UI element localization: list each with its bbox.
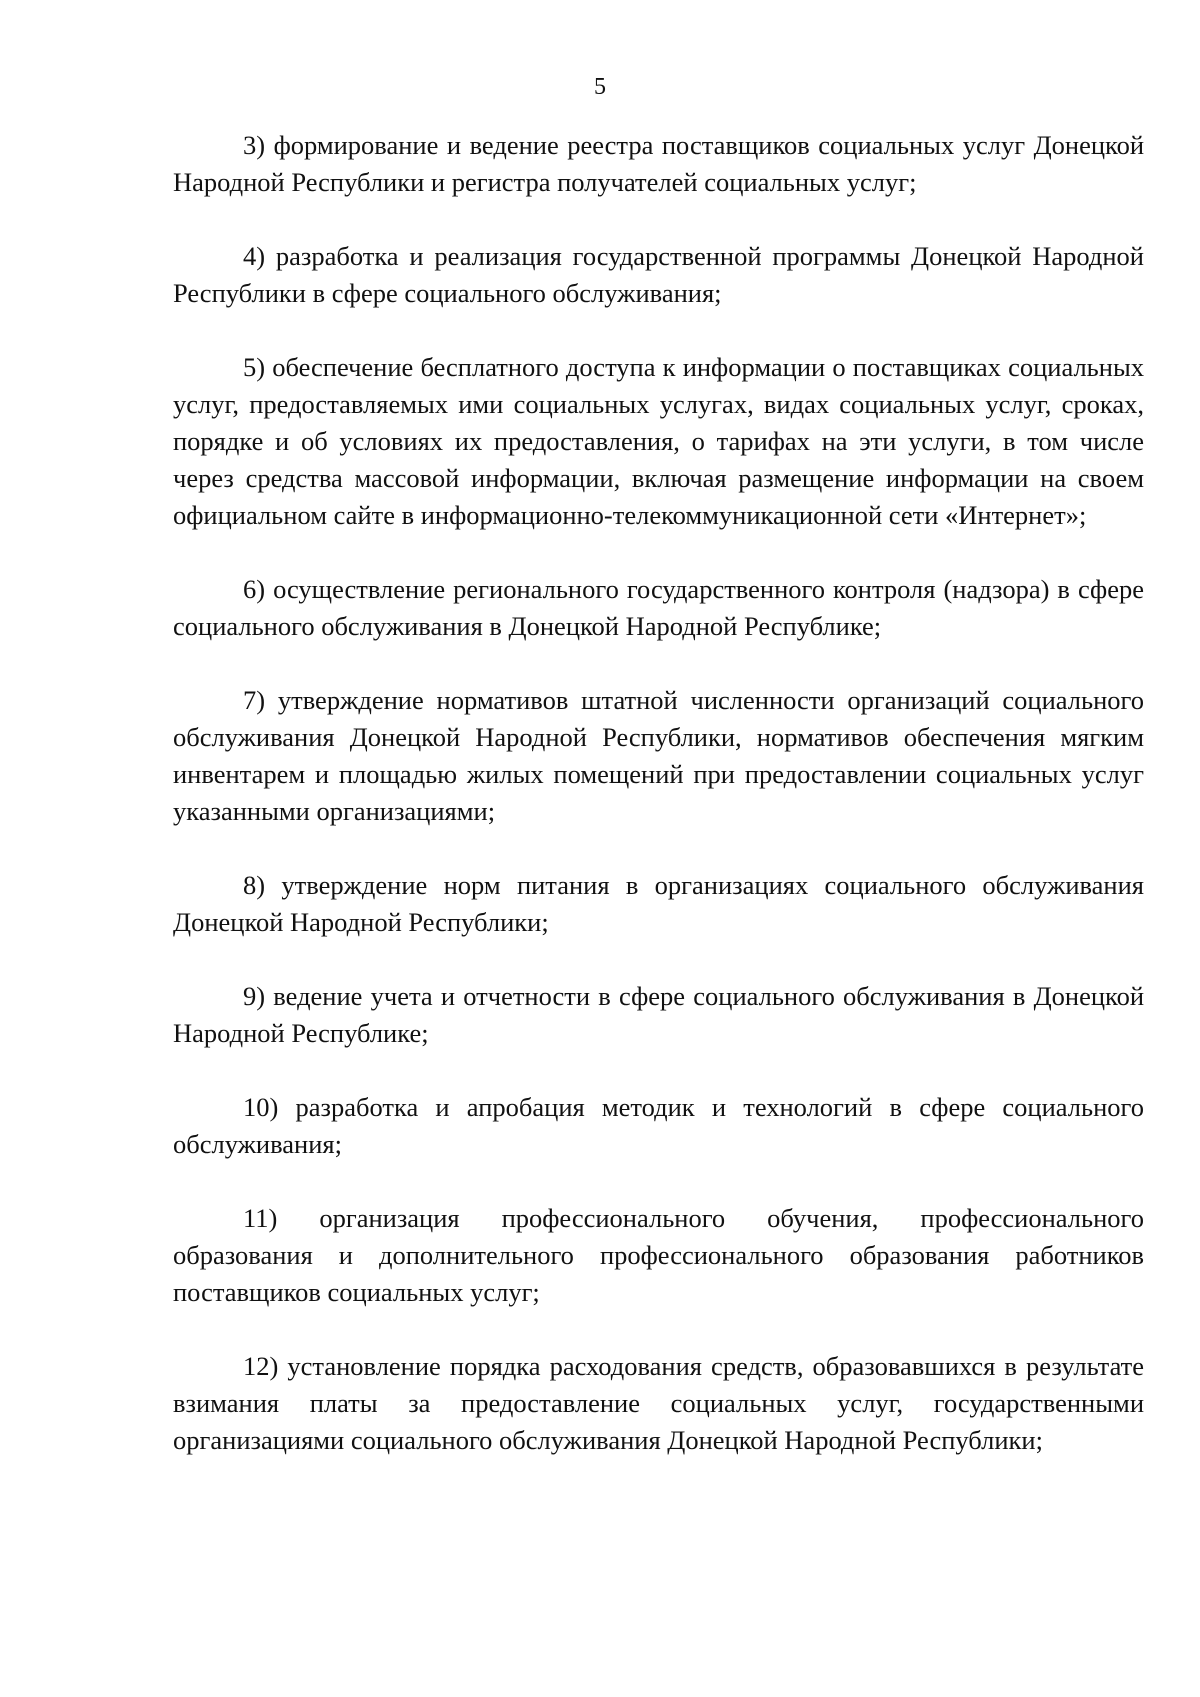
list-item-8: 8) утверждение норм питания в организациях социального обслуживания Донецкой Народной Республики; <box>173 870 1144 937</box>
document-body <box>173 127 1144 1496</box>
list-item-10: 10) разработка и апробация методик и технологий в сфере социального обслуживания; <box>173 1092 1144 1159</box>
page-number: 5 <box>594 74 606 100</box>
list-item-3: 3) формирование и ведение реестра поставщиков социальных услуг Донецкой Народной Республики и регистра получателей социальных услуг; <box>173 130 1144 197</box>
list-item-12: 12) установление порядка расходования средств, образовавшихся в результате взимания платы за предоставление социальных услуг, государственными организациями социального обслуживания Донецкой Народной Республики; <box>173 1351 1144 1455</box>
list-item-11: 11) организация профессионального обучения, профессионального образования и дополнительного профессионального образования работников поставщиков социальных услуг; <box>173 1203 1144 1307</box>
list-item-4: 4) разработка и реализация государственной программы Донецкой Народной Республики в сфере социального обслуживания; <box>173 241 1144 308</box>
list-item-9: 9) ведение учета и отчетности в сфере социального обслуживания в Донецкой Народной Республике; <box>173 981 1144 1048</box>
list-item-6: 6) осуществление регионального государственного контроля (надзора) в сфере социального обслуживания в Донецкой Народной Республике; <box>173 574 1144 641</box>
list-item-5: 5) обеспечение бесплатного доступа к информации о поставщиках социальных услуг, предоставляемых ими социальных услугах, видах социальных услуг, сроках, порядке и об условиях их предоставления, о тарифах на эти услуги, в том числе через средства массовой информации, включая размещение информации на своем официальном сайте в информационно-телекоммуникационной сети «Интернет»; <box>173 352 1144 530</box>
list-item-7: 7) утверждение нормативов штатной численности организаций социального обслуживания Донецкой Народной Республики, нормативов обеспечения мягким инвентарем и площадью жилых помещений при предоставлении социальных услуг указанными организациями; <box>173 685 1144 826</box>
